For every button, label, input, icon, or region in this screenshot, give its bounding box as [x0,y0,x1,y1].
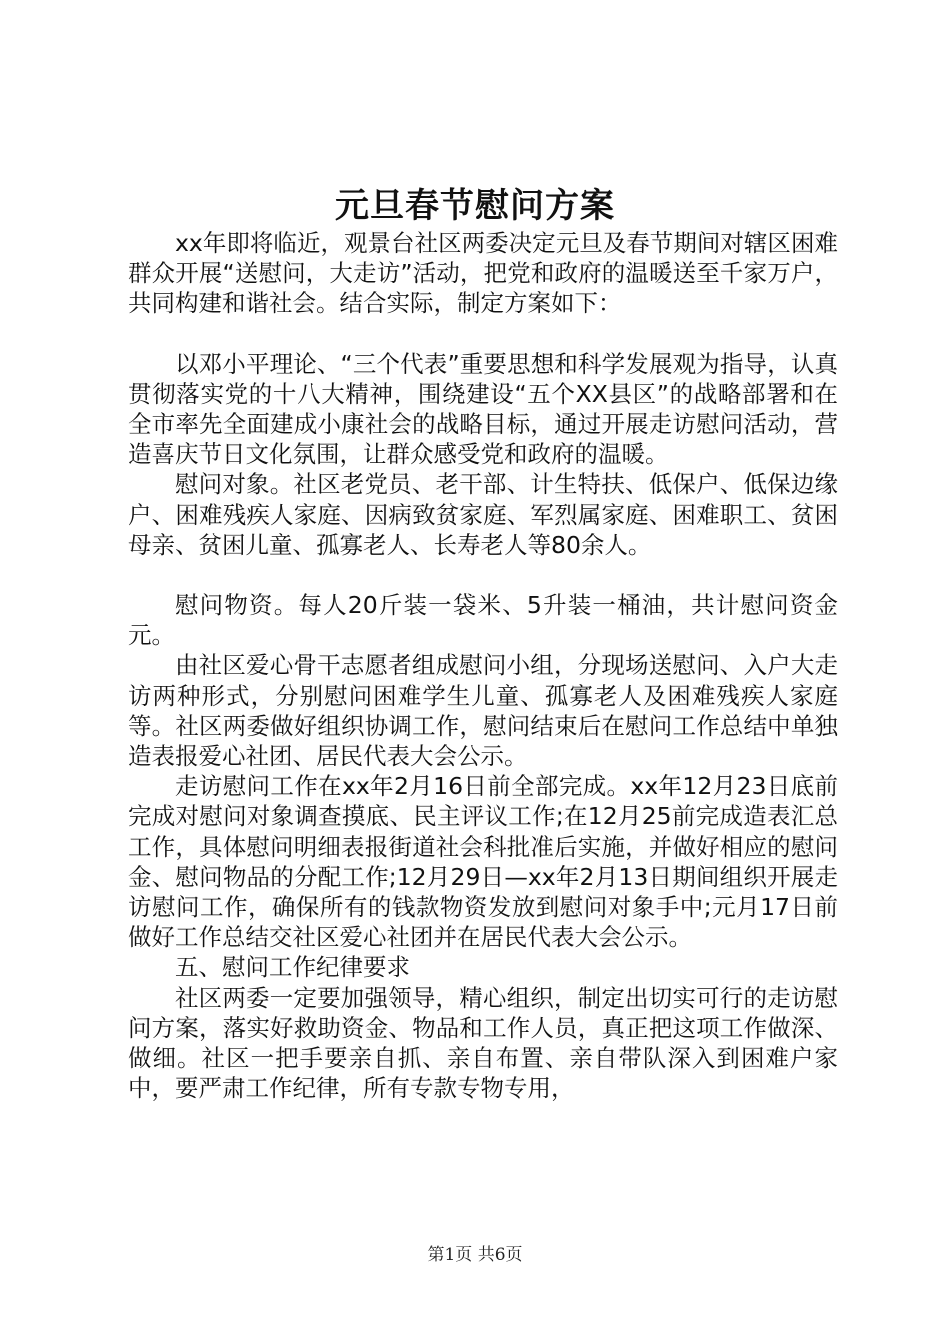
paragraph-guiding-principle: 以邓小平理论、“三个代表”重要思想和科学发展观为指导，认真贯彻落实党的十八大精神，围绕建设“五个XX县区”的战略部署和在全市率先全面建成小康社会的战略目标，通过开展走访慰问活动，营造喜庆节日文化氛围，让群众感受党和政府的温暖。 [128,349,838,469]
document-body [128,228,838,1103]
section-heading-discipline: 五、慰问工作纪律要求 [175,953,410,982]
paragraph-schedule: 走访慰问工作在xx年2月16日前全部完成。xx年12月23日底前完成对慰问对象调查摸底、民主评议工作;在12月25前完成造表汇总工作，具体慰问明细表报街道社会科批准后实施，并做好相应的慰问金、慰问物品的分配工作;12月29日—xx年2月13日期间组织开展走访慰问工作，确保所有的钱款物资发放到慰问对象手中;元月17日前做好工作总结交社区爱心社团并在居民代表大会公示。 [128,772,838,952]
paragraph-organization: 由社区爱心骨干志愿者组成慰问小组，分现场送慰问、入户大走访两种形式，分别慰问困难学生儿童、孤寡老人及困难残疾人家庭等。社区两委做好组织协调工作，慰问结束后在慰问工作总结中单独造表报爱心社团、居民代表大会公示。 [128,651,838,771]
paragraph-materials: 慰问物资。每人20斤装一袋米、5升装一桶油，共计慰问资金元。 [128,591,838,650]
paragraph-recipients: 慰问对象。社区老党员、老干部、计生特扶、低保户、低保边缘户、困难残疾人家庭、因病致贫家庭、军烈属家庭、困难职工、贫困母亲、贫困儿童、孤寡老人、长寿老人等80余人。 [128,470,838,559]
paragraph-intro: xx年即将临近，观景台社区两委决定元旦及春节期间对辖区困难群众开展“送慰问，大走访”活动，把党和政府的温暖送至千家万户，共同构建和谐社会。结合实际，制定方案如下： [128,229,838,318]
paragraph-discipline: 社区两委一定要加强领导，精心组织，制定出切实可行的走访慰问方案，落实好救助资金、物品和工作人员，真正把这项工作做深、做细。社区一把手要亲自抓、亲自布置、亲自带队深入到困难户家中，要严肃工作纪律，所有专款专物专用， [128,983,838,1103]
page-footer: 第1页 共6页 [427,1245,523,1265]
document-title: 元旦春节慰问方案 [335,186,615,226]
